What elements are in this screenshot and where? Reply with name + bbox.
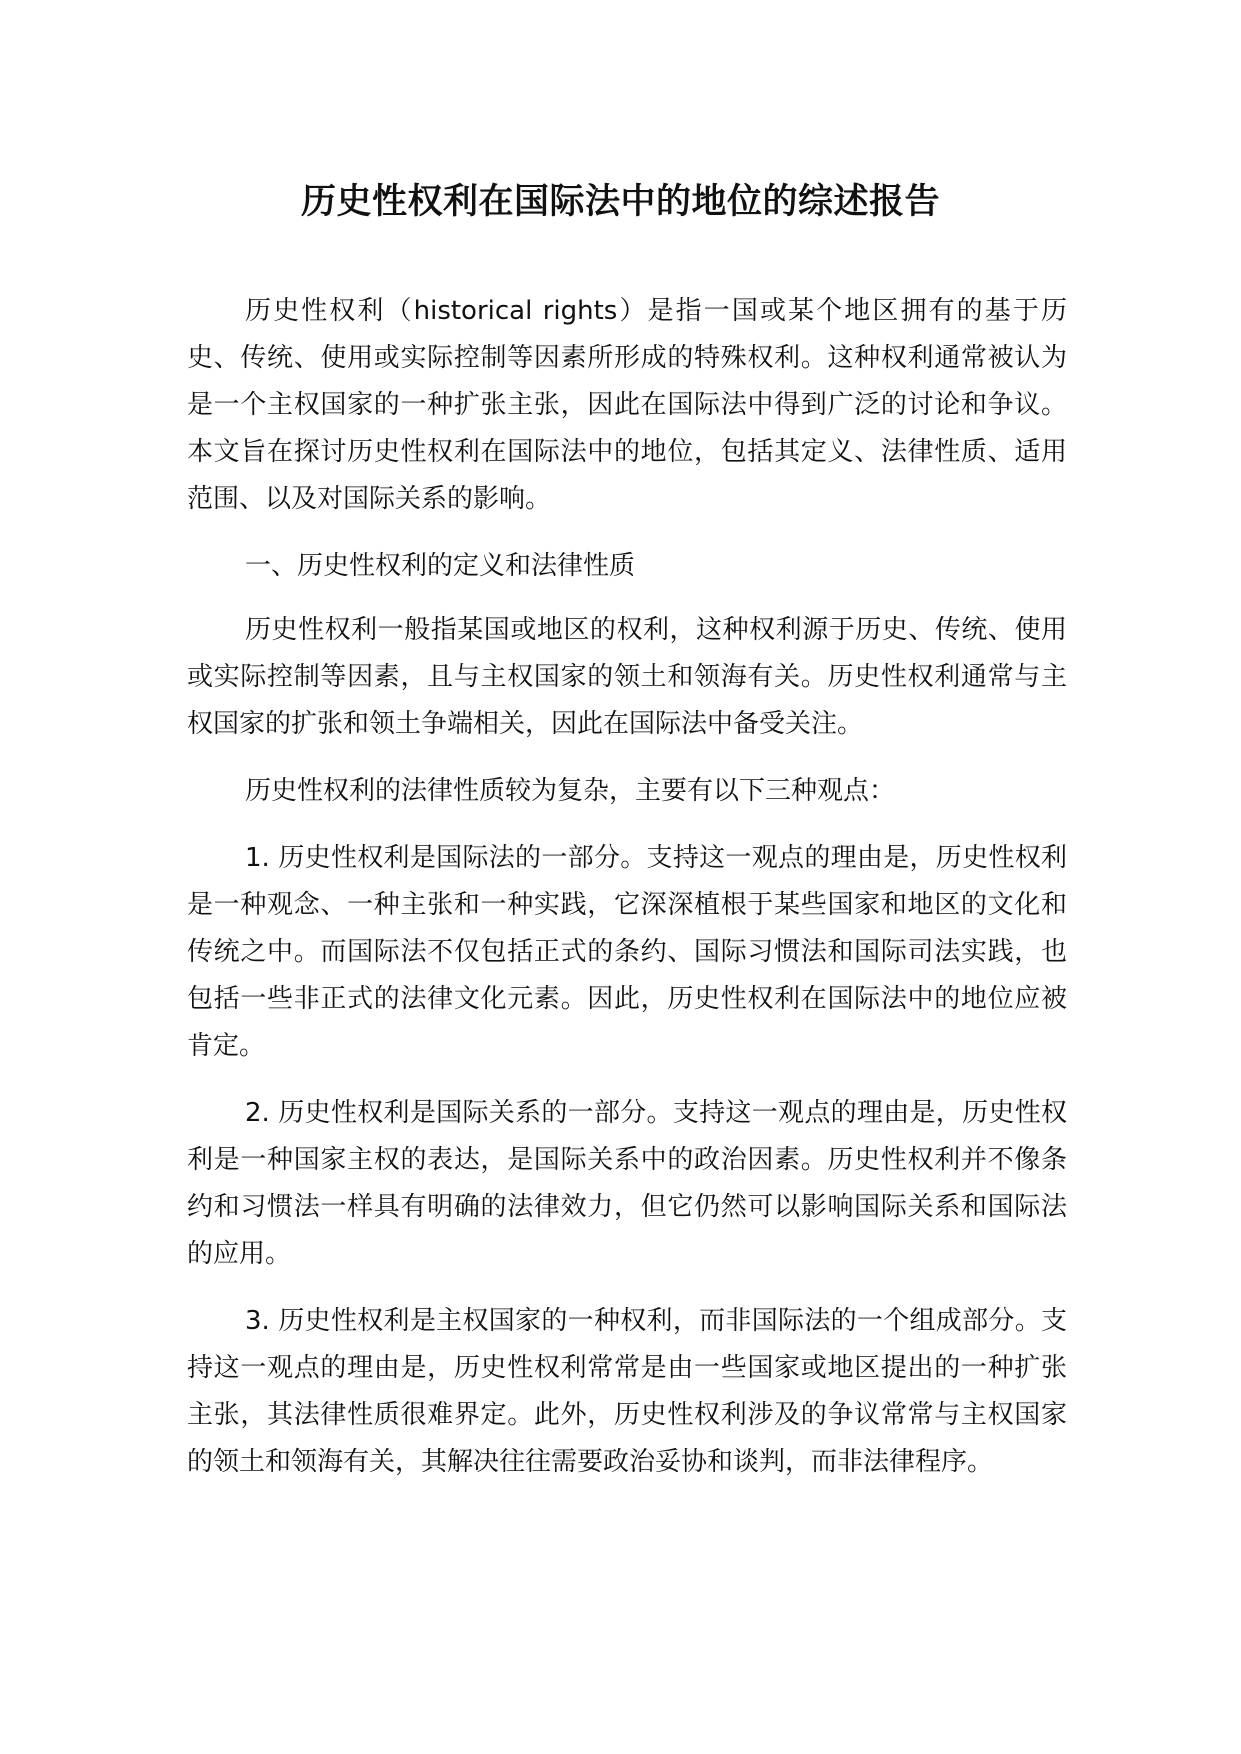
document-title: 历史性权利在国际法中的地位的综述报告 bbox=[300, 182, 940, 222]
document-body bbox=[187, 288, 1067, 1506]
legal-nature-paragraph: 历史性权利的法律性质较为复杂，主要有以下三种观点： bbox=[245, 776, 896, 806]
viewpoint-2-paragraph: 2. 历史性权利是国际关系的一部分。支持这一观点的理由是，历史性权利是一种国家主权的表达，是国际关系中的政治因素。历史性权利并不像条约和习惯法一样具有明确的法律效力，但它仍然可以影响国际关系和国际法的应用。 bbox=[187, 1098, 1067, 1269]
definition-paragraph: 历史性权利一般指某国或地区的权利，这种权利源于历史、传统、使用或实际控制等因素，且与主权国家的领土和领海有关。历史性权利通常与主权国家的扩张和领土争端相关，因此在国际法中备受关注。 bbox=[187, 615, 1067, 739]
viewpoint-1-paragraph: 1. 历史性权利是国际法的一部分。支持这一观点的理由是，历史性权利是一种观念、一种主张和一种实践，它深深植根于某些国家和地区的文化和传统之中。而国际法不仅包括正式的条约、国际习惯法和国际司法实践，也包括一些非正式的法律文化元素。因此，历史性权利在国际法中的地位应被肯定。 bbox=[187, 843, 1067, 1061]
viewpoint-3-paragraph: 3. 历史性权利是主权国家的一种权利，而非国际法的一个组成部分。支持这一观点的理由是，历史性权利常常是由一些国家或地区提出的一种扩张主张，其法律性质很难界定。此外，历史性权利涉及的争议常常与主权国家的领土和领海有关，其解决往往需要政治妥协和谈判，而非法律程序。 bbox=[187, 1306, 1067, 1477]
intro-paragraph: 历史性权利（historical rights）是指一国或某个地区拥有的基于历史、传统、使用或实际控制等因素所形成的特殊权利。这种权利通常被认为是一个主权国家的一种扩张主张，因此在国际法中得到广泛的讨论和争议。本文旨在探讨历史性权利在国际法中的地位，包括其定义、法律性质、适用范围、以及对国际关系的影响。 bbox=[187, 296, 1067, 514]
section-heading: 一、历史性权利的定义和法律性质 bbox=[245, 551, 636, 581]
